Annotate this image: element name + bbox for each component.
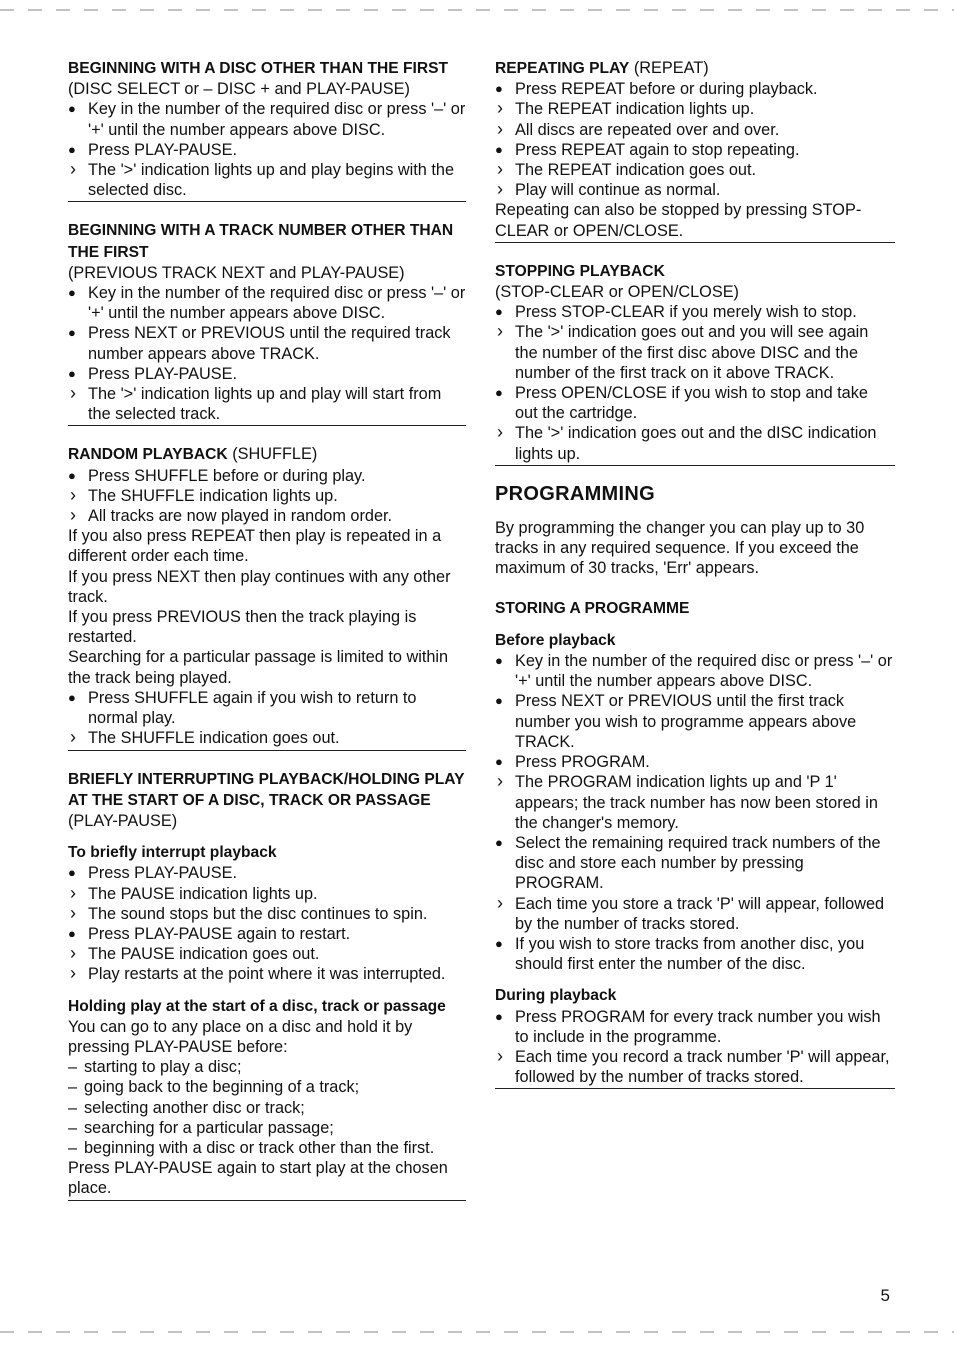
heading-subtitle: (DISC SELECT or – DISC + and PLAY-PAUSE) [68,80,410,99]
arrow-item: › The '>' indication goes out and you will see again the number of the first disc above DISC and the number of the first track on it above TRACK. [495,322,895,383]
plain-item: Searching for a particular passage is limited to within the track being played. [68,648,449,687]
section-heading [68,220,466,283]
section-heading [68,444,466,465]
arrow-item: › All tracks are now played in random order. [68,506,466,526]
arrow-item: › The '>' indication lights up and play will start from the selected track. [68,384,466,424]
scan-noise-top [0,9,954,11]
heading-subtitle: (SHUFFLE) [227,445,318,464]
arrow-item: › Play will continue as normal. [495,180,895,200]
arrow-item: › All discs are repeated over and over. [495,120,895,140]
section-heading [68,58,466,99]
bullet-item: ● Press NEXT or PREVIOUS until the first track number you wish to programme appears above TRACK. [495,691,895,752]
bullet-item: ● Press SHUFFLE again if you wish to return to normal play. [68,688,466,728]
bullet-item: ● If you wish to store tracks from another disc, you should first enter the number of the disc. [495,934,895,974]
arrow-item: › The PAUSE indication goes out. [68,944,466,964]
section-0 [495,58,895,243]
heading-title: STOPPING PLAYBACK [495,262,665,280]
plain-item: Repeating can also be stopped by pressing STOP-CLEAR or OPEN/CLOSE. [495,201,862,240]
arrow-item: › The '>' indication goes out and the dISC indication lights up. [495,423,895,463]
plain-item: By programming the changer you can play up to 30 tracks in any required sequence. If you exceed the maximum of 30 tracks, 'Err' appears. [495,519,865,578]
scan-noise-bottom [0,1331,954,1333]
dash-item: – searching for a particular passage; [68,1118,466,1138]
arrow-item: › The sound stops but the disc continues to spin. [68,904,466,924]
plain-item: If you press PREVIOUS then the track playing is restarted. [68,608,417,647]
arrow-item: › The PROGRAM indication lights up and 'P 1' appears; the track number has now been stored in the changer's memory. [495,772,895,833]
subheading: To briefly interrupt playback [68,844,277,862]
plain-item: If you press NEXT then play continues with any other track. [68,567,451,606]
heading-subtitle: (STOP-CLEAR or OPEN/CLOSE) [495,283,739,302]
section-0 [68,58,466,202]
heading-title: BEGINNING WITH A TRACK NUMBER OTHER THAN THE FIRST [68,222,454,261]
plain-item: You can go to any place on a disc and hold it by pressing PLAY-PAUSE before: [68,1017,413,1056]
heading-title: RANDOM PLAYBACK [68,446,228,464]
dash-item: – selecting another disc or track; [68,1098,466,1118]
section-heading: PROGRAMMING [495,482,655,505]
bullet-item: ● Press REPEAT again to stop repeating. [495,140,895,160]
dash-item: – starting to play a disc; [68,1057,466,1077]
heading-title: STORING A PROGRAMME [495,599,690,617]
section-1 [68,220,466,426]
right-column [495,58,895,1107]
section-heading [495,58,895,79]
dash-item: – beginning with a disc or track other than the first. [68,1138,466,1158]
plain-item: If you also press REPEAT then play is repeated in a different order each time. [68,527,442,566]
arrow-item: › The REPEAT indication lights up. [495,99,895,119]
arrow-item: › The REPEAT indication goes out. [495,160,895,180]
arrow-item: › Each time you record a track number 'P' will appear, followed by the number of tracks stored. [495,1047,895,1087]
section-heading [495,598,895,619]
bullet-item: ● Press PROGRAM for every track number you wish to include in the programme. [495,1007,895,1047]
bullet-item: ● Key in the number of the required disc or press '–' or '+' until the number appears above DISC. [495,651,895,691]
section-heading [68,769,466,832]
heading-subtitle: (REPEAT) [629,59,709,77]
plain-item: Press PLAY-PAUSE again to start play at the chosen place. [68,1159,448,1198]
section-1 [495,261,895,466]
dash-item: – going back to the beginning of a track; [68,1077,466,1097]
arrow-item: › Each time you store a track 'P' will appear, followed by the number of tracks stored. [495,894,895,934]
bullet-item: ● Press OPEN/CLOSE if you wish to stop and take out the cartridge. [495,383,895,423]
bullet-item: ● Press PLAY-PAUSE again to restart. [68,924,466,944]
section-2 [495,484,895,580]
heading-title: BEGINNING WITH A DISC OTHER THAN THE FIRST [68,60,449,77]
heading-title: BRIEFLY INTERRUPTING PLAYBACK/HOLDING PLAY AT THE START OF A DISC, TRACK OR PASSAGE [68,770,465,809]
arrow-item: › The SHUFFLE indication lights up. [68,486,466,506]
page-number: 5 [880,1286,890,1305]
subheading: Before playback [495,631,616,649]
section-heading [495,261,895,302]
bullet-item: ● Select the remaining required track numbers of the disc and store each number by pressing PROGRAM. [495,833,895,894]
arrow-item: › The SHUFFLE indication goes out. [68,728,466,748]
heading-subtitle: (PLAY-PAUSE) [68,811,178,830]
heading-title: REPEATING PLAY [495,60,630,77]
left-column [68,58,466,1219]
arrow-item: › The PAUSE indication lights up. [68,884,466,904]
bullet-item: ● Press PLAY-PAUSE. [68,364,466,384]
bullet-item: ● Key in the number of the required disc or press '–' or '+' until the number appears above DISC. [68,99,466,139]
bullet-item: ● Press PROGRAM. [495,752,895,772]
bullet-item: ● Press PLAY-PAUSE. [68,140,466,160]
subheading: Holding play at the start of a disc, track or passage [68,997,446,1015]
bullet-item: ● Press STOP-CLEAR if you merely wish to stop. [495,302,895,322]
bullet-item: ● Key in the number of the required disc or press '–' or '+' until the number appears above DISC. [68,283,466,323]
subheading: During playback [495,987,617,1005]
bullet-item: ● Press REPEAT before or during playback. [495,79,895,99]
bullet-item: ● Press SHUFFLE before or during play. [68,466,466,486]
arrow-item: › The '>' indication lights up and play begins with the selected disc. [68,160,466,200]
bullet-item: ● Press NEXT or PREVIOUS until the required track number appears above TRACK. [68,323,466,363]
section-3 [68,769,466,1201]
heading-subtitle: (PREVIOUS TRACK NEXT and PLAY-PAUSE) [68,263,405,282]
section-2 [68,444,466,750]
section-3 [495,598,895,1090]
bullet-item: ● Press PLAY-PAUSE. [68,863,466,883]
arrow-item: › Play restarts at the point where it was interrupted. [68,964,466,984]
